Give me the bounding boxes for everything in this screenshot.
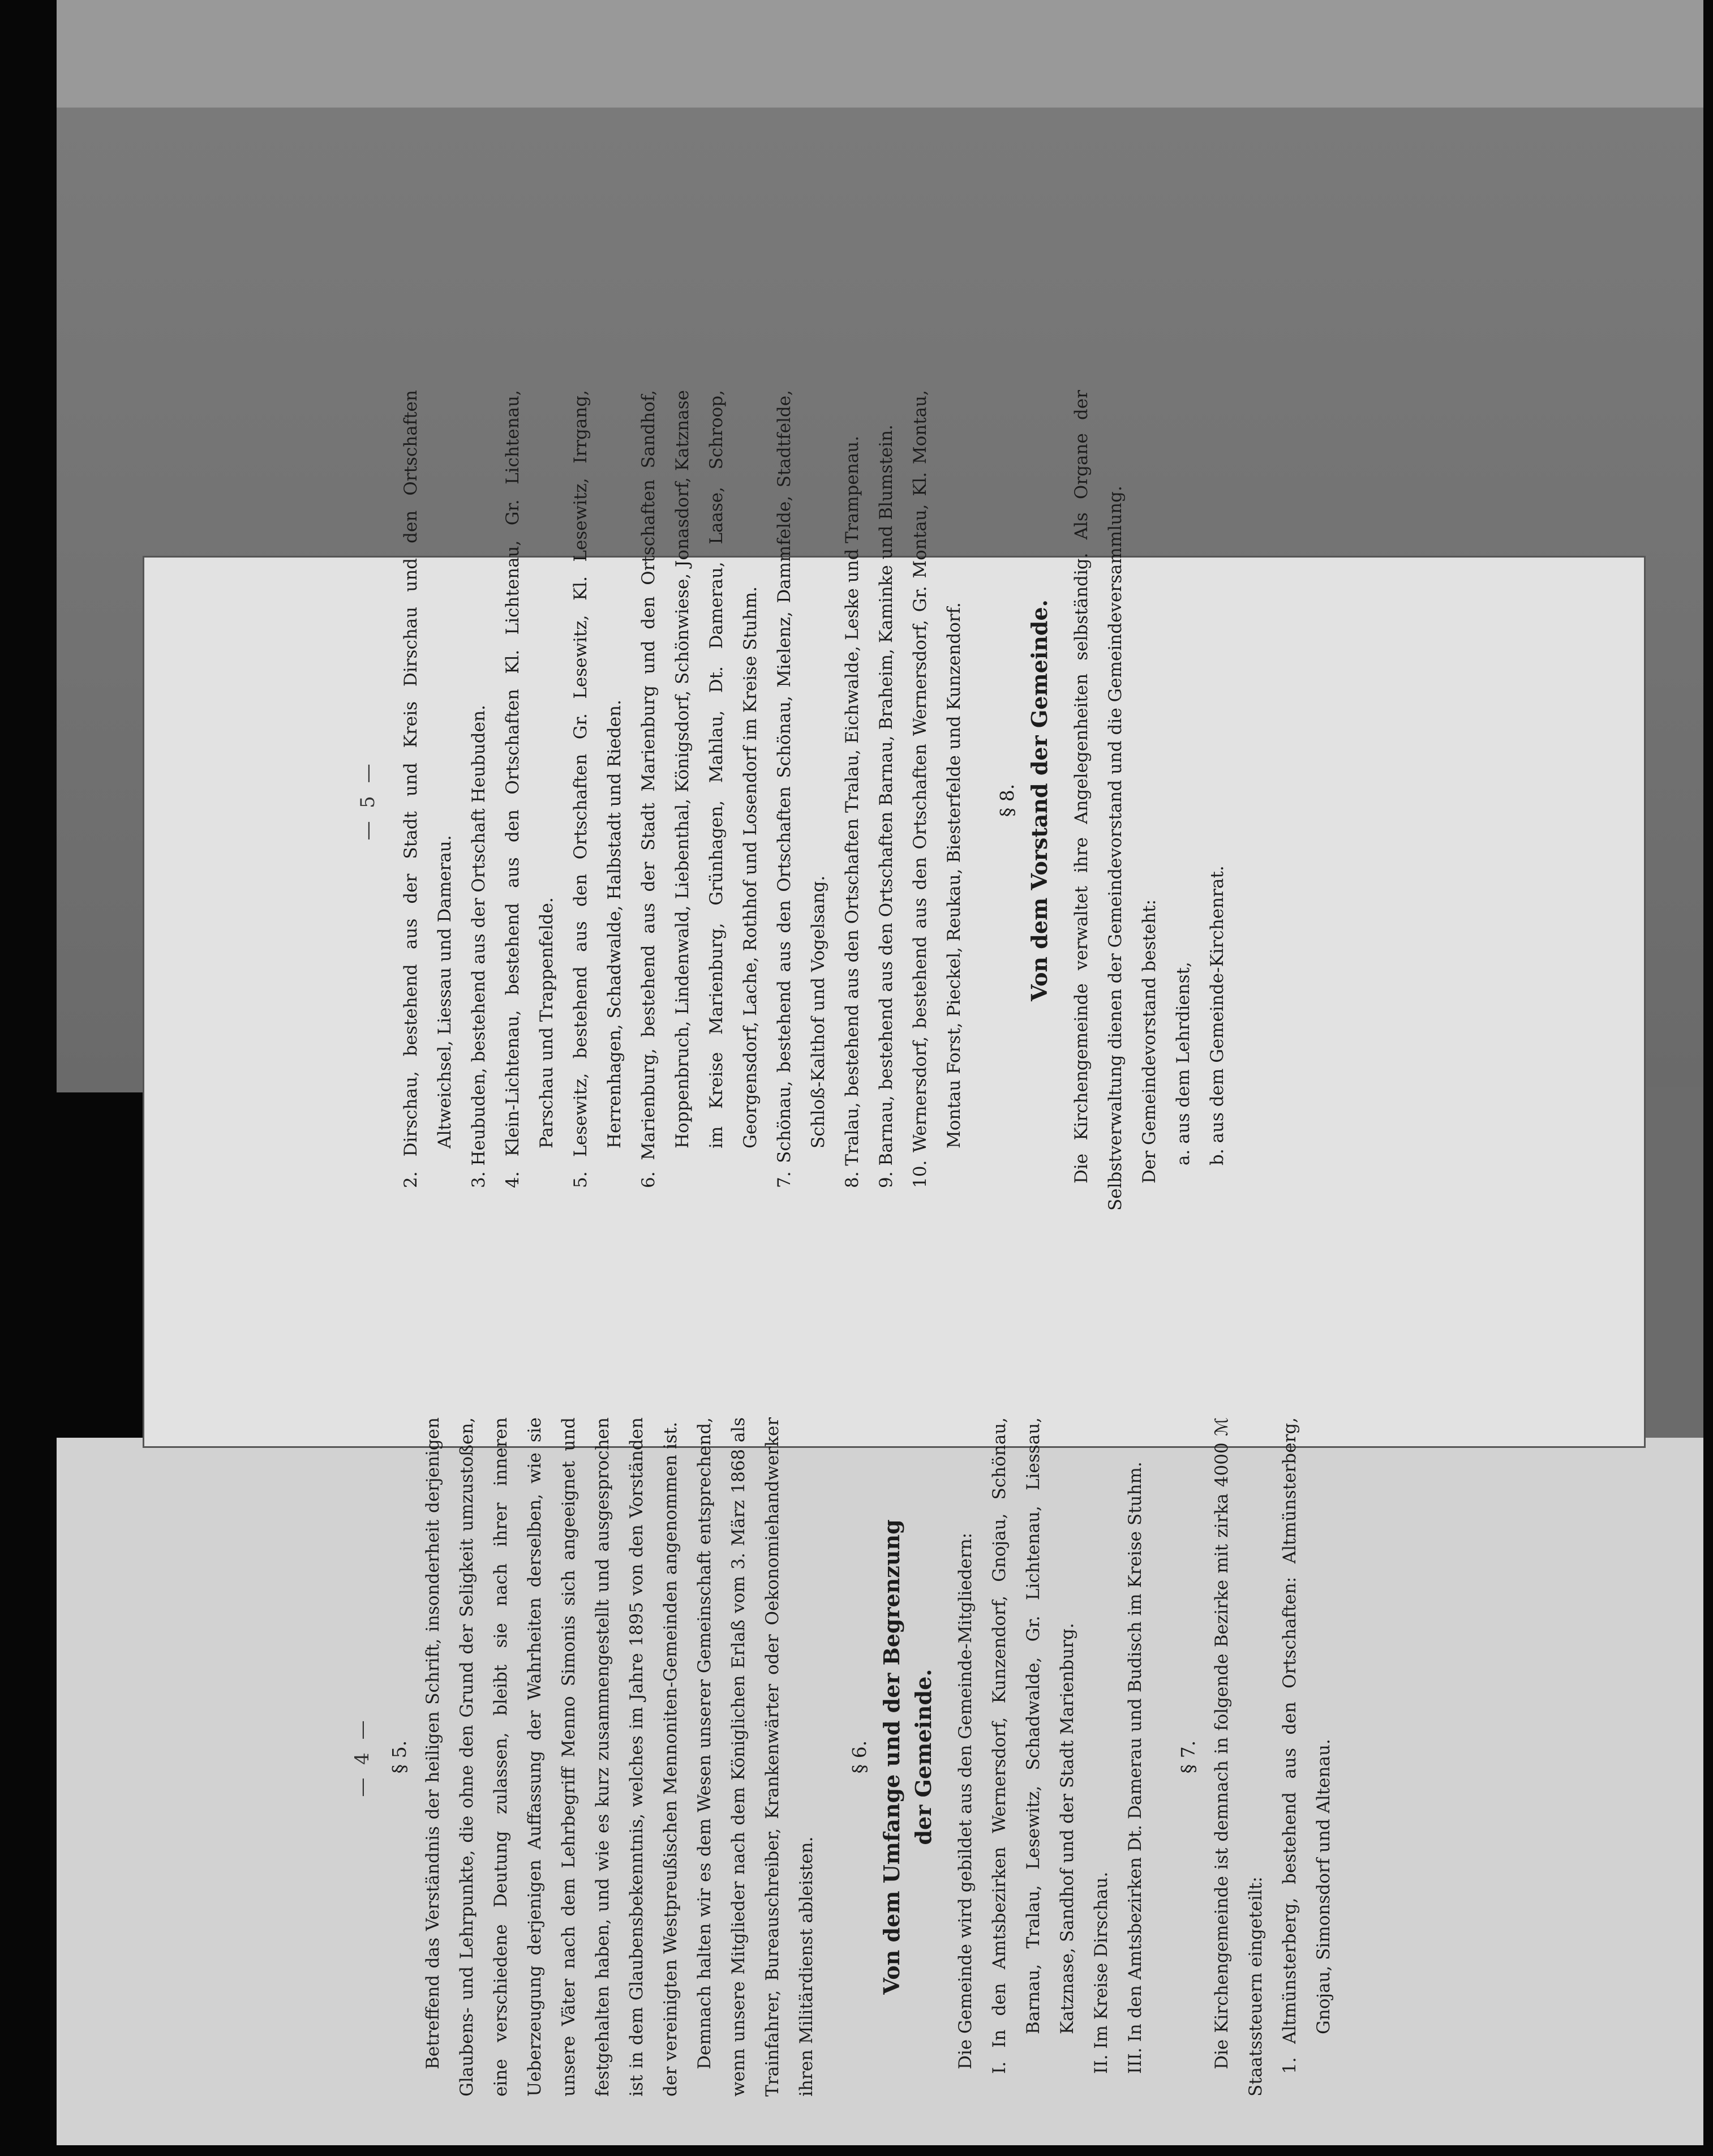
- list-item: 9. Barnau, bestehend aus den Ortschaften Barnau, Braheim, Kaminke und Blumstein.: [876, 425, 896, 1188]
- section-8-list: [1166, 390, 1234, 1211]
- page-number: — 4 —: [351, 1717, 373, 1797]
- section-8-heading: Von dem Vorstand der Gemeinde.: [1027, 599, 1052, 1001]
- list-item: a. aus dem Lehrdienst,: [1173, 962, 1193, 1165]
- list-item: b. aus dem Gemeinde-Kirchenrat.: [1207, 865, 1227, 1165]
- section-5-title: § 5.: [388, 1740, 410, 1774]
- section-8-paragraph-1: Die Kirchengemeinde verwaltet ihre Angelegenheiten selbständig. Als Organe der Selbstverwaltung dienen der Gemeindevorstand und die Gemeindeversammlung.: [1071, 390, 1126, 1211]
- section-8-paragraph-2: Der Gemeindevorstand besteht:: [1139, 899, 1160, 1184]
- section-6-title: § 6.: [848, 1740, 870, 1774]
- section-6-heading-line-1: Von dem Umfange und der Begrenzung: [879, 1519, 904, 1995]
- section-7-intro: Die Kirchengemeinde ist demnach in folgende Bezirke mit zirka 4000 ℳ Staatssteuern eingeteilt:: [1212, 1417, 1266, 2097]
- page-number: — 5 —: [357, 760, 379, 841]
- section-7-title: § 7.: [1177, 1740, 1199, 1774]
- list-item: 5. Lesewitz, bestehend aus den Ortschaften Gr. Lesewitz, Kl. Lesewitz, Irrgang, Herrenhagen, Schadwalde, Halbstadt und Rieden.: [570, 389, 625, 1188]
- section-7-list: [1273, 1417, 1341, 2097]
- list-item: 8. Tralau, bestehend aus den Ortschaften Tralau, Eichwalde, Leske und Trampenau.: [842, 435, 862, 1188]
- section-6-heading: [876, 1417, 939, 2097]
- district-list: [394, 390, 971, 1211]
- list-item: 1. Altmünsterberg, bestehend aus den Ortschaften: Altmünsterberg, Gnojau, Simonsdorf und Altenau.: [1280, 1417, 1334, 2074]
- page-5: [357, 390, 1234, 1211]
- section-5-paragraph-2: Demnach halten wir es dem Wesen unserer Gemeinschaft entsprechend, wenn unsere Mitglieder nach dem Königlichen Erlaß vom 3. März 1868 als Trainfahrer, Bureauschreiber, Krankenwärter oder Oekonomiehandwerker ihren Militärdienst ableisten.: [694, 1417, 817, 2097]
- list-item: 6. Marienburg, bestehend aus der Stadt Marienburg und den Ortschaften Sandhof, Hoppenbruch, Lindenwald, Liebenthal, Königsdorf, Schönwiese, Jonasdorf, Katznase im Kreise Marienburg, Grünhagen, Mahlau, Dt. Damerau, Laase, Schroop, Georgensdorf, Lache, Rothhof und Losendorf im Kreise Stuhm.: [638, 390, 761, 1188]
- list-item: 10. Wernersdorf, bestehend aus den Ortschaften Wernersdorf, Gr. Montau, Kl. Montau, Montau Forst, Pieckel, Reukau, Biesterfelde und Kunzendorf.: [910, 389, 964, 1188]
- page-4: [351, 1417, 1341, 2097]
- section-8-title: § 8.: [996, 783, 1018, 817]
- section-5-paragraph-1: Betreffend das Verständnis der heiligen Schrift, insonderheit derjenigen Glaubens- und Lehrpunkte, die ohne den Grund der Seligkeit umzustoßen, eine verschiedene Deutung zulassen, bleibt sie nach ihrer inneren Ueberzeugung derjenigen Auffassung der Wahrheiten derselben, wie sie unsere Väter nach dem Lehrbegriff Menno Simonis sich angeeignet und festgehalten haben, und wie es kurz zusammengestellt und ausgesprochen ist in dem Glaubensbekenntnis, welches im Jahre 1895 von den Vorständen der vereinigten Westpreußischen Mennoniten-Gemeinden angenommen ist.: [423, 1417, 681, 2097]
- list-item: 3. Heubuden, bestehend aus der Ortschaft Heubuden.: [469, 705, 489, 1188]
- list-item: 7. Schönau, bestehend aus den Ortschaften Schönau, Mielenz, Dammfelde, Stadtfelde, Schloß-Kalthof und Vogelsang.: [774, 390, 828, 1188]
- list-item: I. In den Amtsbezirken Wernersdorf, Kunzendorf, Gnojau, Schönau, Barnau, Tralau, Lesewitz, Schadwalde, Gr. Lichtenau, Liessau, Katznase, Sandhof und der Stadt Marienburg.: [989, 1417, 1077, 2074]
- section-6-list: [982, 1417, 1152, 2097]
- section-6-heading-line-2: der Gemeinde.: [911, 1669, 936, 1845]
- section-6-intro: Die Gemeinde wird gebildet aus den Gemeinde-Mitgliedern:: [955, 1532, 976, 2069]
- list-item: 2. Dirschau, bestehend aus der Stadt und Kreis Dirschau und den Ortschaften Altweichsel, Liessau und Damerau.: [401, 390, 455, 1188]
- list-item: III. In den Amtsbezirken Dt. Damerau und Budisch im Kreise Stuhm.: [1125, 1461, 1145, 2074]
- list-item: II. Im Kreise Dirschau.: [1091, 1871, 1111, 2074]
- list-item: 4. Klein-Lichtenau, bestehend aus den Ortschaften Kl. Lichtenau, Gr. Lichtenau, Parschau und Trappenfelde.: [503, 390, 557, 1188]
